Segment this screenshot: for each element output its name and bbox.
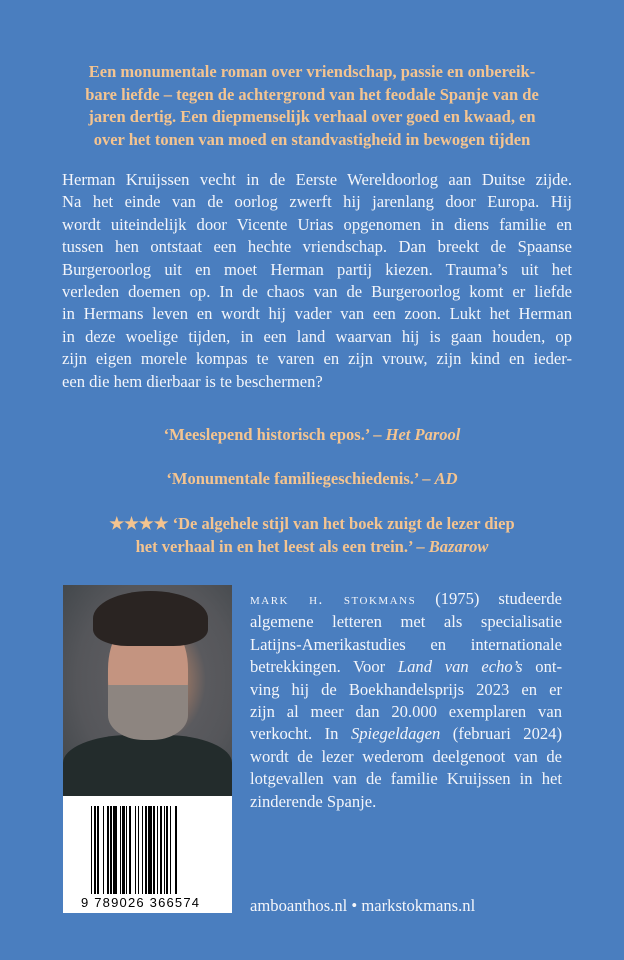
bio-text: ont-	[522, 657, 563, 677]
author-bio	[250, 588, 562, 813]
bio-line: algemene letteren met als specialisatie	[250, 612, 562, 632]
bio-line: zijn al meer dan 20.000 exemplaren van	[250, 702, 562, 722]
bio-line: Latijns-Amerikastudies en internationale	[250, 634, 562, 654]
review-quote	[0, 423, 624, 446]
book-title: Land van echo’s	[397, 657, 523, 677]
author-name: mark h. stokmans	[250, 592, 417, 608]
quote-source: Bazarow	[428, 537, 489, 556]
bio-text: betrekkingen. Voor	[250, 657, 398, 677]
bio-line: zinderende Spanje.	[250, 791, 377, 811]
intro-line: jaren dertig. Een diepmenselijk verhaal over goed en kwaad, en	[88, 107, 536, 127]
synopsis-line: Burgeroorlog uit en moet Herman partij kiezen. Trauma’s uit het	[62, 259, 572, 279]
quote-text: ‘Monumentale familiegeschiedenis.’ –	[166, 469, 435, 488]
review-quote	[0, 512, 624, 558]
synopsis-line: tussen hen ontstaat een hechte vriendschap. Dan breekt de Spaanse	[62, 237, 572, 257]
website-links: amboanthos.nl • markstokmans.nl	[250, 896, 476, 915]
synopsis-line: wordt uiteindelijk door Vicente Urias opgenomen in diens familie en	[62, 214, 572, 234]
quote-text: het verhaal in en het leest als een trein.’ –	[135, 537, 429, 556]
bio-line: wordt de lezer wederom deelgenoot van de	[250, 746, 562, 766]
intro-line: bare liefde – tegen de achtergrond van het feodale Spanje van de	[85, 84, 539, 104]
bio-text: (1975) studeerde	[416, 589, 562, 608]
synopsis-line: Na het einde van de oorlog zwerft hij jarenlang door Europa. Hij	[62, 192, 572, 212]
synopsis-line: een die hem dierbaar is te beschermen?	[62, 371, 323, 391]
intro-line: over het tonen van moed en standvastigheid in bewogen tijden	[93, 129, 531, 149]
quote-source: AD	[434, 469, 458, 488]
synopsis-line: in Hermans leven en wordt hij vader van een zoon. Lukt het Herman	[62, 304, 572, 324]
book-title: Spiegeldagen	[350, 724, 441, 744]
quote-text: ‘De algehele stijl van het boek zuigt de lezer diep	[168, 514, 515, 533]
quote-text: ‘Meeslepend historisch epos.’ –	[163, 425, 386, 444]
synopsis	[62, 169, 572, 393]
author-photo	[63, 585, 232, 796]
bio-line: ving hij de Boekhandelsprijs 2023 en er	[250, 679, 562, 699]
bio-line: lotgevallen van de familie Kruijssen in het	[250, 769, 562, 789]
synopsis-line: in deze woelige tijden, in een land waarvan hij is gaan houden, op	[62, 326, 572, 346]
synopsis-line: verleden doemen op. In de chaos van de Burgeroorlog komt er liefde	[62, 282, 572, 302]
star-rating-icon: ★★★★	[109, 514, 169, 533]
bio-text: (februari 2024)	[440, 724, 562, 744]
synopsis-line: Herman Kruijssen vecht in de Eerste Wereldoorlog aan Duitse zijde.	[62, 170, 572, 189]
quote-source: Het Parool	[385, 425, 461, 444]
intro-line: Een monumentale roman over vriendschap, passie en onbereik-	[88, 62, 536, 81]
bio-text: verkocht. In	[250, 724, 351, 744]
isbn-number: 9 789026 366574	[81, 895, 201, 910]
synopsis-line: zijn eigen morele kompas te varen en zijn vrouw, zijn kind en ieder-	[62, 349, 572, 369]
intro-blurb	[40, 61, 584, 151]
review-quote	[0, 467, 624, 490]
isbn-barcode	[63, 796, 232, 913]
